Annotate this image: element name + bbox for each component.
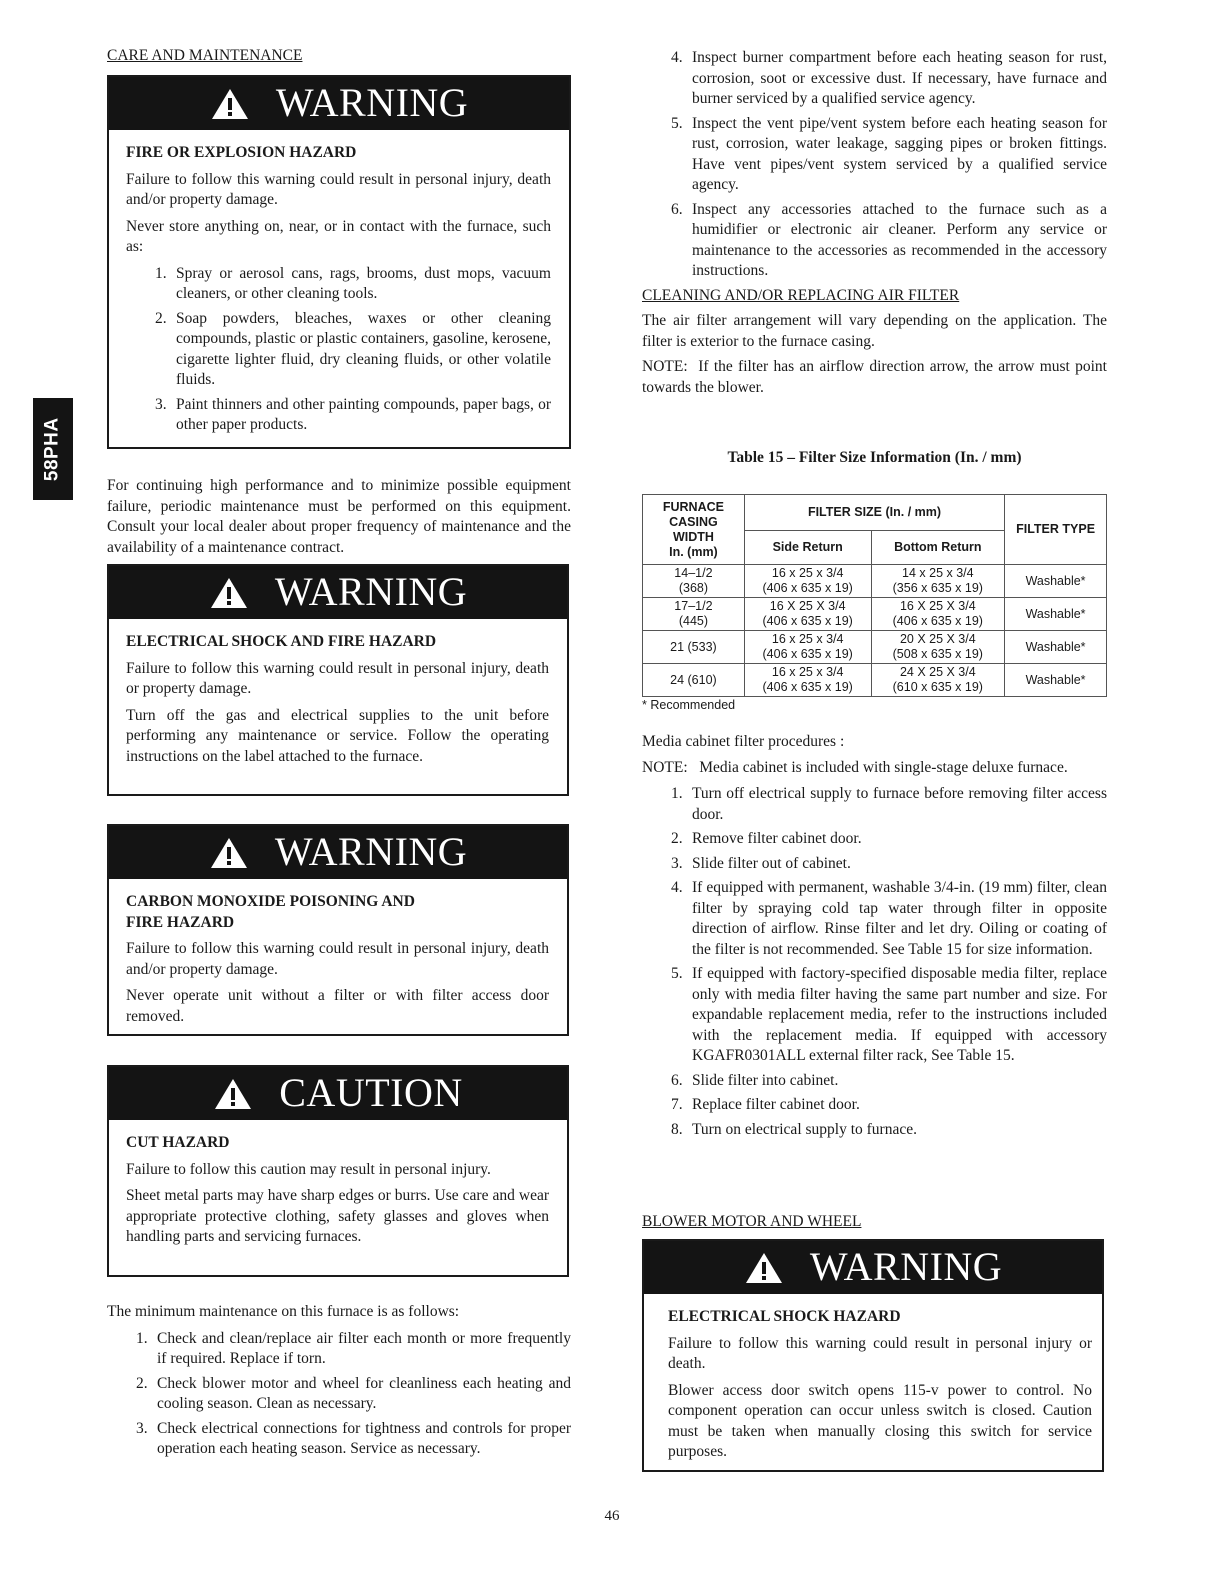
hazard-items-list <box>126 264 551 436</box>
table-row: 17–1/2 (445) 16 X 25 X 3/4 (406 x 635 x 19) 16 X 25 X 3/4 (406 x 635 x 19) Washable* <box>643 598 1107 631</box>
maintenance-intro-paragraph: For continuing high performance and to minimize possible equipment failure, periodic maintenance must be performed on this equipment. Consult your local dealer about proper frequency of maintenance and the availability of a maintenance contract. <box>107 477 571 556</box>
list-item: 3. Slide filter out of cabinet. <box>671 854 851 872</box>
warning-consequence: Failure to follow this warning could result in personal injury, death and/or property damage. <box>126 170 551 208</box>
warning-label: WARNING <box>809 1244 1003 1290</box>
cut-hazard-caution-box <box>107 1065 569 1277</box>
caution-banner <box>109 1067 567 1120</box>
warning-body <box>109 130 569 450</box>
media-cabinet-section <box>642 732 1107 1144</box>
warning-banner <box>109 77 569 130</box>
warning-triangle-icon <box>210 87 250 121</box>
minimum-maintenance-list <box>107 1329 571 1460</box>
warning-body <box>644 1294 1102 1479</box>
filter-note: NOTE: If the filter has an airflow direction arrow, the arrow must point towards the blower. <box>642 358 1107 396</box>
media-note: NOTE: Media cabinet is included with single-stage deluxe furnace. <box>642 758 1068 776</box>
filter-intro-paragraph: The air filter arrangement will vary depending on the application. The filter is exterior to the furnace casing. <box>642 312 1107 350</box>
warning-label: WARNING <box>274 569 468 615</box>
column-header-filter-type: FILTER TYPE <box>1005 495 1107 565</box>
hazard-title: CUT HAZARD <box>126 1134 230 1151</box>
caution-label: CAUTION <box>279 1070 463 1116</box>
blower-section-heading: BLOWER MOTOR AND WHEEL <box>642 1213 862 1230</box>
table-row: 21 (533) 16 x 25 x 3/4 (406 x 635 x 19) 20 X 25 X 3/4 (508 x 635 x 19) Washable* <box>643 631 1107 664</box>
list-item: 4. Inspect burner compartment before each heating season for rust, corrosion, soot or excessive dust. If necessary, have furnace and burner serviced by a qualified service agency. <box>671 49 1107 107</box>
media-procedures-intro: Media cabinet filter procedures : <box>642 733 845 750</box>
warning-label: WARNING <box>275 80 469 126</box>
warning-instruction: Never store anything on, near, or in contact with the furnace, such as: <box>126 217 551 255</box>
column-header-casing-width: FURNACE CASING WIDTH In. (mm) <box>643 495 745 565</box>
column-header-bottom-return: Bottom Return <box>871 531 1005 565</box>
note-label: NOTE: <box>642 758 688 776</box>
warning-consequence: Failure to follow this warning could result in personal injury, death and/or property damage. <box>126 940 549 978</box>
warning-instruction: Never operate unit without a filter or with filter access door removed. <box>126 987 549 1025</box>
warning-consequence: Failure to follow this warning could result in personal injury, death or property damage. <box>126 659 549 697</box>
warning-triangle-icon <box>209 576 249 610</box>
warning-triangle-icon <box>744 1251 784 1285</box>
caution-instruction: Sheet metal parts may have sharp edges or burrs. Use care and wear appropriate protective clothing, safety glasses and gloves when handling parts and servicing furnaces. <box>126 1187 549 1245</box>
list-item: 5. Inspect the vent pipe/vent system before each heating season for rust, corrosion, water leakage, sagging pipes or broken fittings. Have vent pipes/vent system serviced by a qualified service agency. <box>671 114 1107 193</box>
electrical-shock-warning-box <box>642 1239 1104 1472</box>
warning-label: WARNING <box>274 829 468 875</box>
note-label: NOTE: <box>642 358 688 375</box>
hazard-title: FIRE OR EXPLOSION HAZARD <box>126 144 357 161</box>
hazard-title: ELECTRICAL SHOCK HAZARD <box>668 1308 901 1325</box>
maintenance-continued-section <box>642 48 1107 398</box>
filter-size-table <box>642 494 1107 697</box>
caution-body <box>109 1120 567 1264</box>
minimum-maintenance-section <box>107 1302 571 1464</box>
table-footnote: * Recommended <box>642 698 736 712</box>
column-header-filter-size: FILTER SIZE (In. / mm) <box>744 495 1004 531</box>
hazard-title: CARBON MONOXIDE POISONING AND FIRE HAZARD <box>126 893 415 931</box>
column-header-side-return: Side Return <box>744 531 871 565</box>
warning-body <box>109 879 567 1043</box>
warning-instruction: Blower access door switch opens 115-v power to control. No component operation can occur unless switch is closed. Caution must be taken when manually closing this switch for service purposes. <box>668 1381 1092 1460</box>
list-item: 4. If equipped with permanent, washable 3/4-in. (19 mm) filter, clean filter by spraying cold tap water through filter in opposite direction of airflow. Rinse filter and let dry. Oiling or coating of the filter is not recommended. See Table 15 for size information. <box>671 879 1107 958</box>
list-item: 1. Check and clean/replace air filter each month or more frequently if required. Replace if torn. <box>136 1329 571 1367</box>
carbon-monoxide-warning-box <box>107 824 569 1036</box>
caution-consequence: Failure to follow this caution may result in personal injury. <box>126 1160 491 1178</box>
fire-explosion-warning-box <box>107 75 571 449</box>
list-item: 2. Soap powders, bleaches, waxes or other cleaning compounds, plastic or plastic containers, gasoline, kerosene, cigarette lighter fluid, dry cleaning fluids, or other volatile fluids. <box>155 309 551 388</box>
maintenance-continued-list <box>642 48 1107 282</box>
list-item: 1. Spray or aerosol cans, rags, brooms, dust mops, vacuum cleaners, or other cleaning tools. <box>155 264 551 302</box>
warning-instruction: Turn off the gas and electrical supplies to the unit before performing any maintenance or service. Follow the operating instructions on the label attached to the furnace. <box>126 706 549 765</box>
list-item: 3. Paint thinners and other painting compounds, paper bags, or other paper products. <box>155 395 551 433</box>
warning-consequence: Failure to follow this warning could result in personal injury or death. <box>668 1334 1092 1372</box>
caution-triangle-icon <box>213 1077 253 1111</box>
warning-body <box>109 619 567 783</box>
list-item: 2. Remove filter cabinet door. <box>671 830 862 847</box>
warning-banner <box>109 826 567 879</box>
list-item: 2. Check blower motor and wheel for cleanliness each heating and cooling season. Clean as necessary. <box>136 1374 571 1412</box>
list-item: 6. Inspect any accessories attached to the furnace such as a humidifier or electronic air cleaner. Perform any service or maintenance to the accessories as recommended in the accessory instructions. <box>671 200 1107 279</box>
list-item: 3. Check electrical connections for tightness and controls for proper operation each heating season. Service as necessary. <box>136 1419 571 1457</box>
minimum-maintenance-intro: The minimum maintenance on this furnace is as follows: <box>107 1303 460 1320</box>
filter-size-table-wrap <box>642 494 1107 713</box>
table-caption: Table 15 – Filter Size Information (In. / mm) <box>727 449 1022 466</box>
list-item: 5. If equipped with factory-specified disposable media filter, replace only with media filter having the same part number and size. For expandable replacement media, refer to the instructions included with the replacement media. If equipped with accessory KGAFR0301ALL external filter rack, See Table 15. <box>671 965 1107 1064</box>
list-item: 6. Slide filter into cabinet. <box>671 1071 839 1089</box>
media-procedure-list <box>642 784 1107 1140</box>
table-row: 14–1/2 (368) 16 x 25 x 3/4 (406 x 635 x 19) 14 x 25 x 3/4 (356 x 635 x 19) Washable* <box>643 565 1107 598</box>
warning-banner <box>644 1241 1102 1294</box>
hazard-title: ELECTRICAL SHOCK AND FIRE HAZARD <box>126 633 437 650</box>
page-number: 46 <box>604 1508 620 1524</box>
list-item: 7. Replace filter cabinet door. <box>671 1096 860 1113</box>
warning-triangle-icon <box>209 836 249 870</box>
care-maintenance-heading: CARE AND MAINTENANCE <box>107 47 303 64</box>
list-item: 1. Turn off electrical supply to furnace before removing filter access door. <box>671 785 1107 823</box>
list-item: 8. Turn on electrical supply to furnace. <box>671 1120 917 1138</box>
electrical-fire-warning-box <box>107 564 569 796</box>
section-side-tab: 58PHA <box>33 398 73 500</box>
filter-section-heading: CLEANING AND/OR REPLACING AIR FILTER <box>642 286 960 304</box>
warning-banner <box>109 566 567 619</box>
table-row: 24 (610) 16 x 25 x 3/4 (406 x 635 x 19) 24 X 25 X 3/4 (610 x 635 x 19) Washable* <box>643 664 1107 697</box>
